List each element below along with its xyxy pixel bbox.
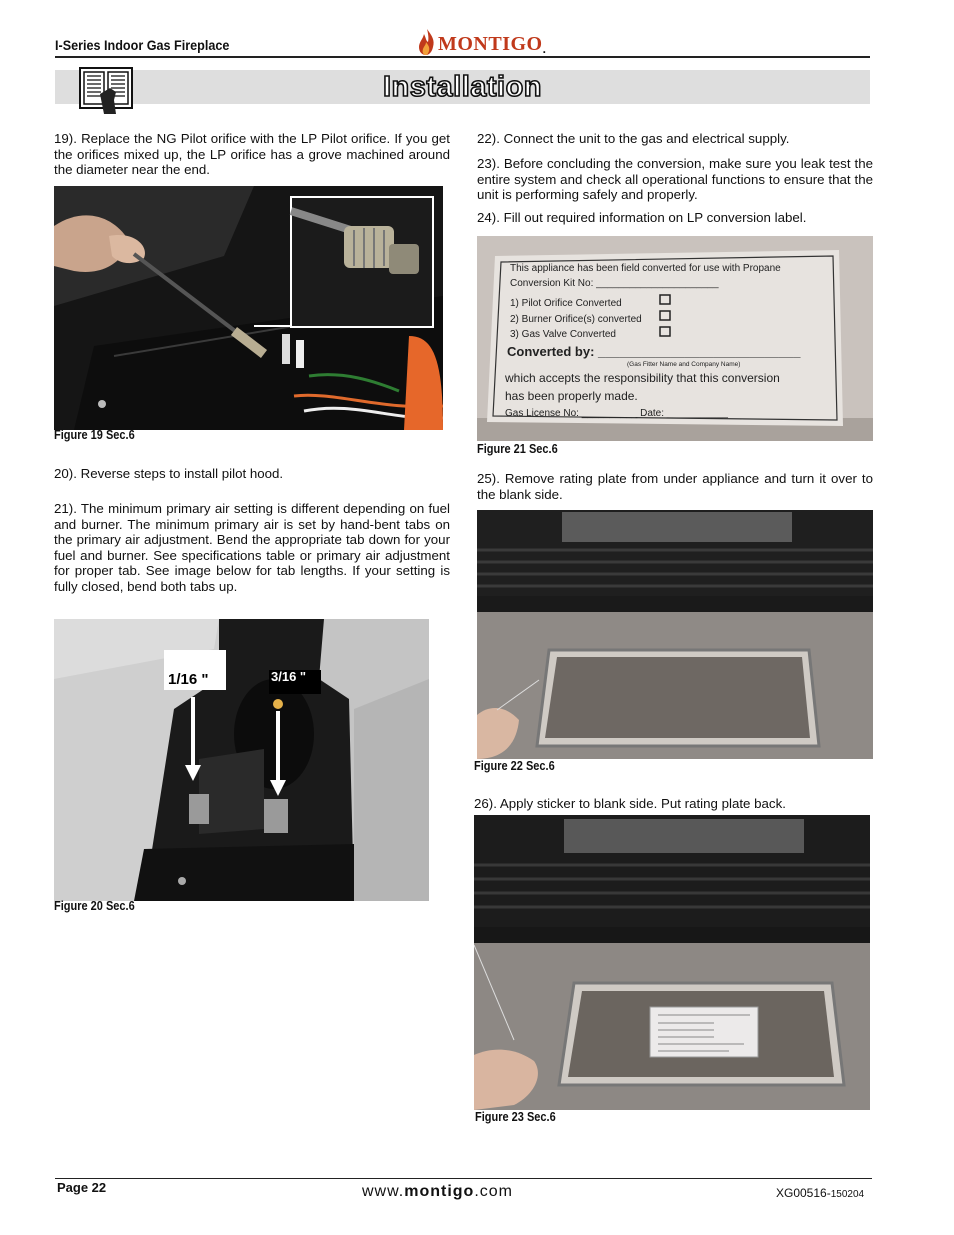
step-22-text: 22). Connect the unit to the gas and electrical supply. [477, 131, 790, 146]
url-brand: montigo [404, 1183, 475, 1200]
montigo-logo [418, 24, 546, 56]
page-number: Page 22 [57, 1180, 107, 1195]
step-21-text: 21). The minimum primary air setting is different depending on fuel and burner. The minimum primary air is set by hand-bent tabs on the primary air adjustment. Bend the appropriate tab down for your fuel and burner. See specifications table or primary air adjustment for proper tab. See image below for tab lengths. If your setting is fully closed, bend both tabs up. [54, 501, 450, 594]
tab-length-label-1-16: 1/16 " [168, 671, 209, 688]
document-number [776, 1186, 864, 1200]
url-prefix: www. [362, 1183, 405, 1200]
header-rule [55, 56, 870, 58]
figure-19-caption: Figure 19 Sec.6 [54, 428, 135, 442]
label-item-1: 1) Pilot Orifice Converted [510, 298, 622, 309]
doc-number-main: XG00516- [776, 1186, 831, 1200]
flame-icon [418, 28, 436, 56]
logo-dot: . [542, 42, 546, 56]
step-24-text: 24). Fill out required information on LP conversion label. [477, 210, 807, 225]
label-item-3: 3) Gas Valve Converted [510, 329, 616, 340]
label-line-2: Conversion Kit No: ______________________ [510, 278, 719, 289]
label-license: Gas License No: __________ Date: ___________ [505, 408, 728, 419]
figure-21-caption: Figure 21 Sec.6 [477, 442, 558, 456]
step-23-text: 23). Before concluding the conversion, make sure you leak test the entire system and check all operational functions to ensure that the unit is performing safely and properly. [477, 156, 873, 203]
website-url [362, 1183, 513, 1201]
figure-22-photo [477, 510, 873, 759]
label-fitter-note: (Gas Fitter Name and Company Name) [627, 361, 741, 368]
figure-19-photo [54, 186, 443, 430]
figure-21-photo [477, 236, 873, 441]
label-accepts-line-2: has been properly made. [505, 389, 638, 403]
figure-23-caption: Figure 23 Sec.6 [475, 1110, 556, 1124]
tab-length-label-3-16: 3/16 " [271, 669, 307, 684]
label-line-1: This appliance has been field converted for use with Propane [510, 263, 781, 274]
logo-wordmark: MONTIGO [438, 33, 543, 55]
figure-23-photo [474, 815, 870, 1110]
footer-rule [55, 1178, 872, 1179]
label-converted-by: Converted by: ____________________________ [507, 344, 801, 359]
section-title: Installation [382, 71, 543, 103]
figure-20-caption: Figure 20 Sec.6 [54, 899, 135, 913]
figure-20-photo [54, 619, 429, 901]
figure-22-caption: Figure 22 Sec.6 [474, 759, 555, 773]
step-26-text: 26). Apply sticker to blank side. Put rating plate back. [474, 796, 786, 811]
step-20-text: 20). Reverse steps to install pilot hood. [54, 466, 284, 481]
step-19-text: 19). Replace the NG Pilot orifice with the LP Pilot orifice. If you get the orifices mixed up, the LP orifice has a grove machined around the diameter near the end. [54, 131, 450, 178]
step-25-text: 25). Remove rating plate from under appliance and turn it over to the blank side. [477, 471, 873, 502]
url-suffix: .com [474, 1183, 513, 1200]
label-accepts-line-1: which accepts the responsibility that this conversion [505, 371, 780, 385]
label-item-2: 2) Burner Orifice(s) converted [510, 314, 642, 325]
document-header-title: I-Series Indoor Gas Fireplace [55, 37, 230, 53]
doc-number-date: 150204 [830, 1189, 865, 1200]
